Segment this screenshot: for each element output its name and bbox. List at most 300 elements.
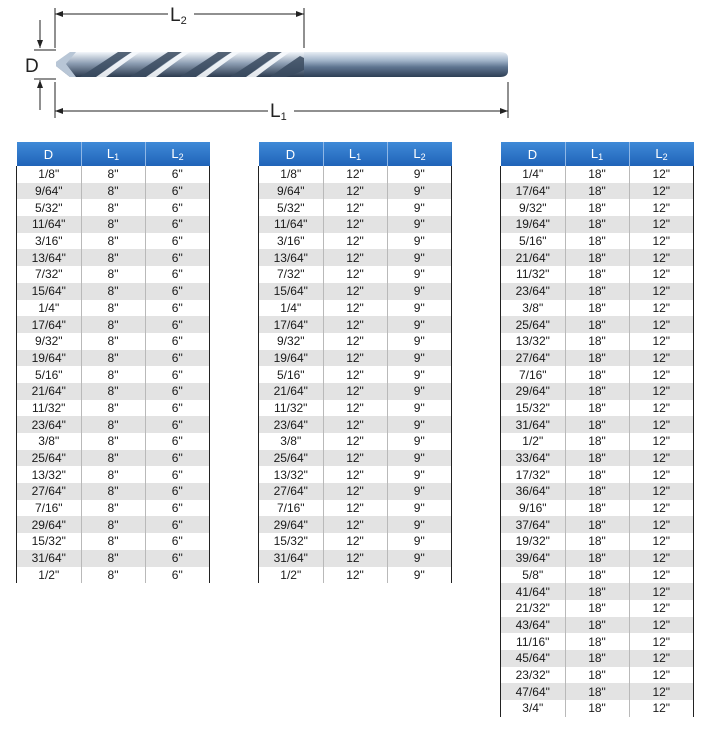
table-row bbox=[17, 383, 210, 400]
cell-flute-length: 9" bbox=[387, 333, 452, 350]
cell-flute-length: 12" bbox=[629, 400, 694, 417]
cell-diameter: 9/32" bbox=[259, 333, 324, 350]
table-row bbox=[17, 249, 210, 266]
cell-overall-length: 18" bbox=[565, 466, 629, 483]
cell-flute-length: 6" bbox=[145, 516, 210, 533]
table-row bbox=[17, 483, 210, 500]
cell-overall-length: 18" bbox=[565, 500, 629, 517]
cell-flute-length: 6" bbox=[145, 350, 210, 367]
cell-overall-length: 12" bbox=[323, 199, 387, 216]
cell-flute-length: 9" bbox=[387, 316, 452, 333]
table-header-row bbox=[259, 142, 452, 166]
cell-overall-length: 18" bbox=[565, 683, 629, 700]
cell-flute-length: 12" bbox=[629, 283, 694, 300]
cell-flute-length: 6" bbox=[145, 249, 210, 266]
table-row bbox=[259, 383, 452, 400]
cell-diameter: 15/64" bbox=[17, 283, 82, 300]
cell-flute-length: 9" bbox=[387, 433, 452, 450]
cell-overall-length: 12" bbox=[323, 333, 387, 350]
cell-flute-length: 6" bbox=[145, 567, 210, 584]
table-row bbox=[501, 300, 694, 317]
table-row bbox=[17, 316, 210, 333]
cell-overall-length: 18" bbox=[565, 600, 629, 617]
table-row bbox=[501, 366, 694, 383]
cell-flute-length: 6" bbox=[145, 416, 210, 433]
cell-flute-length: 6" bbox=[145, 333, 210, 350]
cell-overall-length: 8" bbox=[81, 350, 145, 367]
cell-diameter: 39/64" bbox=[501, 550, 566, 567]
cell-diameter: 9/64" bbox=[259, 183, 324, 200]
table-row bbox=[259, 166, 452, 183]
cell-diameter: 1/4" bbox=[17, 300, 82, 317]
cell-diameter: 9/32" bbox=[501, 199, 566, 216]
size-table-8in bbox=[16, 142, 210, 583]
cell-flute-length: 6" bbox=[145, 183, 210, 200]
table-row bbox=[501, 316, 694, 333]
cell-overall-length: 8" bbox=[81, 283, 145, 300]
cell-flute-length: 12" bbox=[629, 366, 694, 383]
cell-flute-length: 9" bbox=[387, 366, 452, 383]
cell-flute-length: 6" bbox=[145, 216, 210, 233]
cell-flute-length: 12" bbox=[629, 416, 694, 433]
cell-flute-length: 12" bbox=[629, 216, 694, 233]
table-row bbox=[259, 400, 452, 417]
table-row bbox=[17, 550, 210, 567]
cell-overall-length: 18" bbox=[565, 450, 629, 467]
cell-overall-length: 8" bbox=[81, 433, 145, 450]
cell-flute-length: 6" bbox=[145, 233, 210, 250]
cell-overall-length: 8" bbox=[81, 333, 145, 350]
cell-flute-length: 12" bbox=[629, 300, 694, 317]
cell-diameter: 1/2" bbox=[501, 433, 566, 450]
l1-dimension bbox=[55, 82, 508, 123]
header-l1: $L_1$ bbox=[565, 142, 629, 166]
cell-overall-length: 8" bbox=[81, 199, 145, 216]
cell-overall-length: 12" bbox=[323, 433, 387, 450]
table-row bbox=[259, 567, 452, 584]
cell-overall-length: 18" bbox=[565, 166, 629, 183]
cell-diameter: 11/16" bbox=[501, 633, 566, 650]
cell-diameter: 31/64" bbox=[17, 550, 82, 567]
cell-overall-length: 8" bbox=[81, 366, 145, 383]
table-row bbox=[259, 500, 452, 517]
cell-diameter: 25/64" bbox=[259, 450, 324, 467]
table-row bbox=[17, 400, 210, 417]
table-row bbox=[501, 350, 694, 367]
table-row bbox=[17, 500, 210, 517]
cell-diameter: 25/64" bbox=[17, 450, 82, 467]
table-row bbox=[17, 283, 210, 300]
table-row bbox=[17, 300, 210, 317]
table-row bbox=[501, 416, 694, 433]
cell-diameter: 11/32" bbox=[259, 400, 324, 417]
cell-flute-length: 9" bbox=[387, 166, 452, 183]
cell-flute-length: 6" bbox=[145, 199, 210, 216]
cell-overall-length: 8" bbox=[81, 316, 145, 333]
table-row bbox=[259, 183, 452, 200]
table-row bbox=[501, 483, 694, 500]
header-d: D bbox=[501, 142, 566, 166]
cell-diameter: 33/64" bbox=[501, 450, 566, 467]
cell-overall-length: 18" bbox=[565, 283, 629, 300]
cell-overall-length: 18" bbox=[565, 667, 629, 684]
cell-diameter: 9/16" bbox=[501, 500, 566, 517]
cell-diameter: 11/64" bbox=[17, 216, 82, 233]
table-row bbox=[259, 450, 452, 467]
cell-flute-length: 9" bbox=[387, 249, 452, 266]
cell-overall-length: 12" bbox=[323, 516, 387, 533]
cell-diameter: 3/8" bbox=[501, 300, 566, 317]
table-row bbox=[259, 266, 452, 283]
table-row bbox=[501, 683, 694, 700]
table-row bbox=[259, 216, 452, 233]
cell-flute-length: 6" bbox=[145, 383, 210, 400]
cell-flute-length: 6" bbox=[145, 266, 210, 283]
cell-flute-length: 12" bbox=[629, 233, 694, 250]
table-row bbox=[17, 233, 210, 250]
cell-flute-length: 12" bbox=[629, 350, 694, 367]
cell-diameter: 23/64" bbox=[259, 416, 324, 433]
cell-overall-length: 18" bbox=[565, 516, 629, 533]
cell-flute-length: 9" bbox=[387, 400, 452, 417]
cell-flute-length: 12" bbox=[629, 266, 694, 283]
cell-overall-length: 8" bbox=[81, 166, 145, 183]
table-row bbox=[259, 333, 452, 350]
cell-flute-length: 6" bbox=[145, 300, 210, 317]
cell-flute-length: 12" bbox=[629, 633, 694, 650]
cell-overall-length: 8" bbox=[81, 567, 145, 584]
table-row bbox=[259, 433, 452, 450]
drill-bit bbox=[56, 52, 508, 77]
cell-diameter: 37/64" bbox=[501, 516, 566, 533]
cell-diameter: 19/64" bbox=[501, 216, 566, 233]
table-row bbox=[17, 333, 210, 350]
cell-diameter: 27/64" bbox=[501, 350, 566, 367]
cell-flute-length: 9" bbox=[387, 300, 452, 317]
cell-overall-length: 18" bbox=[565, 433, 629, 450]
cell-diameter: 25/64" bbox=[501, 316, 566, 333]
cell-overall-length: 12" bbox=[323, 266, 387, 283]
cell-overall-length: 18" bbox=[565, 633, 629, 650]
cell-overall-length: 8" bbox=[81, 183, 145, 200]
header-d: D bbox=[259, 142, 324, 166]
cell-overall-length: 18" bbox=[565, 333, 629, 350]
cell-overall-length: 8" bbox=[81, 249, 145, 266]
table-row bbox=[501, 650, 694, 667]
cell-overall-length: 12" bbox=[323, 366, 387, 383]
cell-flute-length: 12" bbox=[629, 333, 694, 350]
table-row bbox=[259, 316, 452, 333]
cell-diameter: 17/32" bbox=[501, 466, 566, 483]
table-row bbox=[501, 216, 694, 233]
cell-overall-length: 18" bbox=[565, 550, 629, 567]
cell-flute-length: 9" bbox=[387, 466, 452, 483]
cell-flute-length: 9" bbox=[387, 533, 452, 550]
cell-overall-length: 18" bbox=[565, 650, 629, 667]
cell-overall-length: 12" bbox=[323, 483, 387, 500]
cell-diameter: 7/16" bbox=[17, 500, 82, 517]
cell-diameter: 15/64" bbox=[259, 283, 324, 300]
cell-diameter: 43/64" bbox=[501, 617, 566, 634]
table-row bbox=[501, 199, 694, 216]
cell-flute-length: 9" bbox=[387, 283, 452, 300]
cell-flute-length: 12" bbox=[629, 466, 694, 483]
cell-flute-length: 9" bbox=[387, 199, 452, 216]
cell-flute-length: 12" bbox=[629, 383, 694, 400]
cell-overall-length: 8" bbox=[81, 466, 145, 483]
table-row bbox=[259, 550, 452, 567]
table-row bbox=[259, 416, 452, 433]
table-header-row bbox=[501, 142, 694, 166]
cell-flute-length: 12" bbox=[629, 650, 694, 667]
cell-overall-length: 18" bbox=[565, 199, 629, 216]
cell-diameter: 21/64" bbox=[17, 383, 82, 400]
table-row bbox=[501, 383, 694, 400]
cell-flute-length: 6" bbox=[145, 366, 210, 383]
cell-diameter: 23/64" bbox=[501, 283, 566, 300]
l2-label: L2 bbox=[170, 5, 187, 27]
cell-flute-length: 6" bbox=[145, 550, 210, 567]
table-row bbox=[17, 199, 210, 216]
cell-overall-length: 8" bbox=[81, 550, 145, 567]
cell-flute-length: 6" bbox=[145, 466, 210, 483]
cell-flute-length: 9" bbox=[387, 567, 452, 584]
cell-diameter: 47/64" bbox=[501, 683, 566, 700]
table-row bbox=[259, 366, 452, 383]
cell-flute-length: 9" bbox=[387, 183, 452, 200]
cell-flute-length: 12" bbox=[629, 483, 694, 500]
cell-flute-length: 6" bbox=[145, 283, 210, 300]
cell-flute-length: 9" bbox=[387, 383, 452, 400]
cell-flute-length: 12" bbox=[629, 500, 694, 517]
table-row bbox=[501, 500, 694, 517]
table-row bbox=[17, 533, 210, 550]
cell-flute-length: 9" bbox=[387, 233, 452, 250]
cell-diameter: 17/64" bbox=[259, 316, 324, 333]
cell-flute-length: 12" bbox=[629, 583, 694, 600]
cell-flute-length: 9" bbox=[387, 350, 452, 367]
cell-diameter: 13/64" bbox=[17, 249, 82, 266]
cell-diameter: 45/64" bbox=[501, 650, 566, 667]
table-row bbox=[501, 600, 694, 617]
table-row bbox=[501, 333, 694, 350]
header-l2: $L_2$ bbox=[629, 142, 694, 166]
cell-flute-length: 12" bbox=[629, 199, 694, 216]
cell-flute-length: 9" bbox=[387, 216, 452, 233]
cell-overall-length: 12" bbox=[323, 400, 387, 417]
cell-flute-length: 12" bbox=[629, 450, 694, 467]
table-row bbox=[501, 249, 694, 266]
cell-diameter: 19/64" bbox=[259, 350, 324, 367]
cell-flute-length: 9" bbox=[387, 500, 452, 517]
cell-overall-length: 18" bbox=[565, 533, 629, 550]
cell-flute-length: 12" bbox=[629, 700, 694, 717]
cell-flute-length: 9" bbox=[387, 550, 452, 567]
cell-diameter: 11/64" bbox=[259, 216, 324, 233]
cell-overall-length: 18" bbox=[565, 316, 629, 333]
cell-diameter: 7/16" bbox=[259, 500, 324, 517]
cell-overall-length: 12" bbox=[323, 550, 387, 567]
cell-overall-length: 8" bbox=[81, 300, 145, 317]
table-row bbox=[501, 567, 694, 584]
cell-diameter: 3/8" bbox=[17, 433, 82, 450]
cell-overall-length: 18" bbox=[565, 383, 629, 400]
cell-overall-length: 12" bbox=[323, 533, 387, 550]
cell-diameter: 1/4" bbox=[259, 300, 324, 317]
table-row bbox=[259, 249, 452, 266]
cell-flute-length: 6" bbox=[145, 433, 210, 450]
table-row bbox=[501, 633, 694, 650]
table-row bbox=[259, 283, 452, 300]
cell-flute-length: 9" bbox=[387, 416, 452, 433]
cell-overall-length: 18" bbox=[565, 350, 629, 367]
header-l2: $L_2$ bbox=[387, 142, 452, 166]
cell-diameter: 11/32" bbox=[501, 266, 566, 283]
table-row bbox=[17, 416, 210, 433]
size-table-18in bbox=[500, 142, 694, 717]
cell-overall-length: 18" bbox=[565, 567, 629, 584]
cell-overall-length: 18" bbox=[565, 416, 629, 433]
cell-diameter: 15/32" bbox=[17, 533, 82, 550]
cell-diameter: 29/64" bbox=[17, 516, 82, 533]
table-row bbox=[501, 516, 694, 533]
cell-overall-length: 12" bbox=[323, 166, 387, 183]
table-row bbox=[501, 183, 694, 200]
cell-diameter: 31/64" bbox=[501, 416, 566, 433]
cell-diameter: 1/8" bbox=[17, 166, 82, 183]
cell-overall-length: 18" bbox=[565, 183, 629, 200]
cell-diameter: 17/64" bbox=[17, 316, 82, 333]
drill-bit-diagram bbox=[0, 0, 710, 125]
d-label: D bbox=[25, 56, 39, 77]
cell-diameter: 1/2" bbox=[259, 567, 324, 584]
cell-flute-length: 12" bbox=[629, 249, 694, 266]
table-row bbox=[501, 266, 694, 283]
table-row bbox=[501, 233, 694, 250]
header-d: D bbox=[17, 142, 82, 166]
table-row bbox=[17, 166, 210, 183]
cell-diameter: 3/8" bbox=[259, 433, 324, 450]
table-row bbox=[501, 283, 694, 300]
cell-overall-length: 8" bbox=[81, 416, 145, 433]
table-row bbox=[501, 466, 694, 483]
table-row bbox=[17, 516, 210, 533]
cell-diameter: 13/64" bbox=[259, 249, 324, 266]
cell-overall-length: 18" bbox=[565, 617, 629, 634]
table-row bbox=[501, 166, 694, 183]
cell-diameter: 1/4" bbox=[501, 166, 566, 183]
cell-diameter: 17/64" bbox=[501, 183, 566, 200]
cell-diameter: 15/32" bbox=[501, 400, 566, 417]
cell-overall-length: 8" bbox=[81, 266, 145, 283]
cell-flute-length: 12" bbox=[629, 516, 694, 533]
cell-diameter: 11/32" bbox=[17, 400, 82, 417]
cell-overall-length: 12" bbox=[323, 567, 387, 584]
table-row bbox=[501, 400, 694, 417]
cell-diameter: 1/2" bbox=[17, 567, 82, 584]
cell-diameter: 3/4" bbox=[501, 700, 566, 717]
cell-overall-length: 12" bbox=[323, 500, 387, 517]
cell-flute-length: 12" bbox=[629, 166, 694, 183]
cell-diameter: 13/32" bbox=[259, 466, 324, 483]
cell-overall-length: 8" bbox=[81, 216, 145, 233]
size-table-12in bbox=[258, 142, 452, 583]
cell-diameter: 5/8" bbox=[501, 567, 566, 584]
cell-diameter: 21/32" bbox=[501, 600, 566, 617]
table-row bbox=[259, 233, 452, 250]
cell-diameter: 15/32" bbox=[259, 533, 324, 550]
cell-flute-length: 12" bbox=[629, 617, 694, 634]
cell-diameter: 5/32" bbox=[259, 199, 324, 216]
cell-diameter: 19/32" bbox=[501, 533, 566, 550]
table-row bbox=[501, 617, 694, 634]
cell-flute-length: 9" bbox=[387, 450, 452, 467]
cell-overall-length: 8" bbox=[81, 233, 145, 250]
cell-flute-length: 6" bbox=[145, 166, 210, 183]
cell-diameter: 21/64" bbox=[259, 383, 324, 400]
cell-flute-length: 12" bbox=[629, 533, 694, 550]
cell-diameter: 5/16" bbox=[17, 366, 82, 383]
table-row bbox=[501, 583, 694, 600]
cell-overall-length: 12" bbox=[323, 233, 387, 250]
cell-flute-length: 12" bbox=[629, 667, 694, 684]
table-row bbox=[17, 350, 210, 367]
cell-overall-length: 8" bbox=[81, 400, 145, 417]
cell-flute-length: 6" bbox=[145, 483, 210, 500]
cell-overall-length: 18" bbox=[565, 233, 629, 250]
cell-diameter: 7/32" bbox=[17, 266, 82, 283]
cell-diameter: 21/64" bbox=[501, 249, 566, 266]
d-dimension bbox=[25, 20, 56, 110]
cell-flute-length: 12" bbox=[629, 433, 694, 450]
cell-diameter: 1/8" bbox=[259, 166, 324, 183]
cell-diameter: 5/16" bbox=[259, 366, 324, 383]
cell-overall-length: 12" bbox=[323, 300, 387, 317]
cell-diameter: 5/32" bbox=[17, 199, 82, 216]
cell-overall-length: 18" bbox=[565, 700, 629, 717]
cell-diameter: 13/32" bbox=[17, 466, 82, 483]
cell-flute-length: 12" bbox=[629, 183, 694, 200]
table-row bbox=[501, 533, 694, 550]
cell-overall-length: 8" bbox=[81, 450, 145, 467]
table-row bbox=[17, 183, 210, 200]
table-row bbox=[17, 433, 210, 450]
header-l2: $L_2$ bbox=[145, 142, 210, 166]
cell-flute-length: 12" bbox=[629, 316, 694, 333]
cell-overall-length: 18" bbox=[565, 583, 629, 600]
cell-overall-length: 8" bbox=[81, 516, 145, 533]
l2-dimension bbox=[55, 4, 304, 48]
table-row bbox=[17, 366, 210, 383]
cell-diameter: 3/16" bbox=[259, 233, 324, 250]
cell-diameter: 9/32" bbox=[17, 333, 82, 350]
table-row bbox=[259, 350, 452, 367]
header-l1: $L_1$ bbox=[323, 142, 387, 166]
cell-diameter: 31/64" bbox=[259, 550, 324, 567]
table-row bbox=[17, 466, 210, 483]
cell-diameter: 23/64" bbox=[17, 416, 82, 433]
table-row bbox=[259, 516, 452, 533]
table-row bbox=[17, 450, 210, 467]
cell-overall-length: 8" bbox=[81, 383, 145, 400]
cell-overall-length: 12" bbox=[323, 316, 387, 333]
cell-overall-length: 18" bbox=[565, 266, 629, 283]
table-row bbox=[501, 450, 694, 467]
cell-overall-length: 12" bbox=[323, 283, 387, 300]
cell-flute-length: 9" bbox=[387, 266, 452, 283]
table-row bbox=[17, 266, 210, 283]
cell-overall-length: 18" bbox=[565, 216, 629, 233]
